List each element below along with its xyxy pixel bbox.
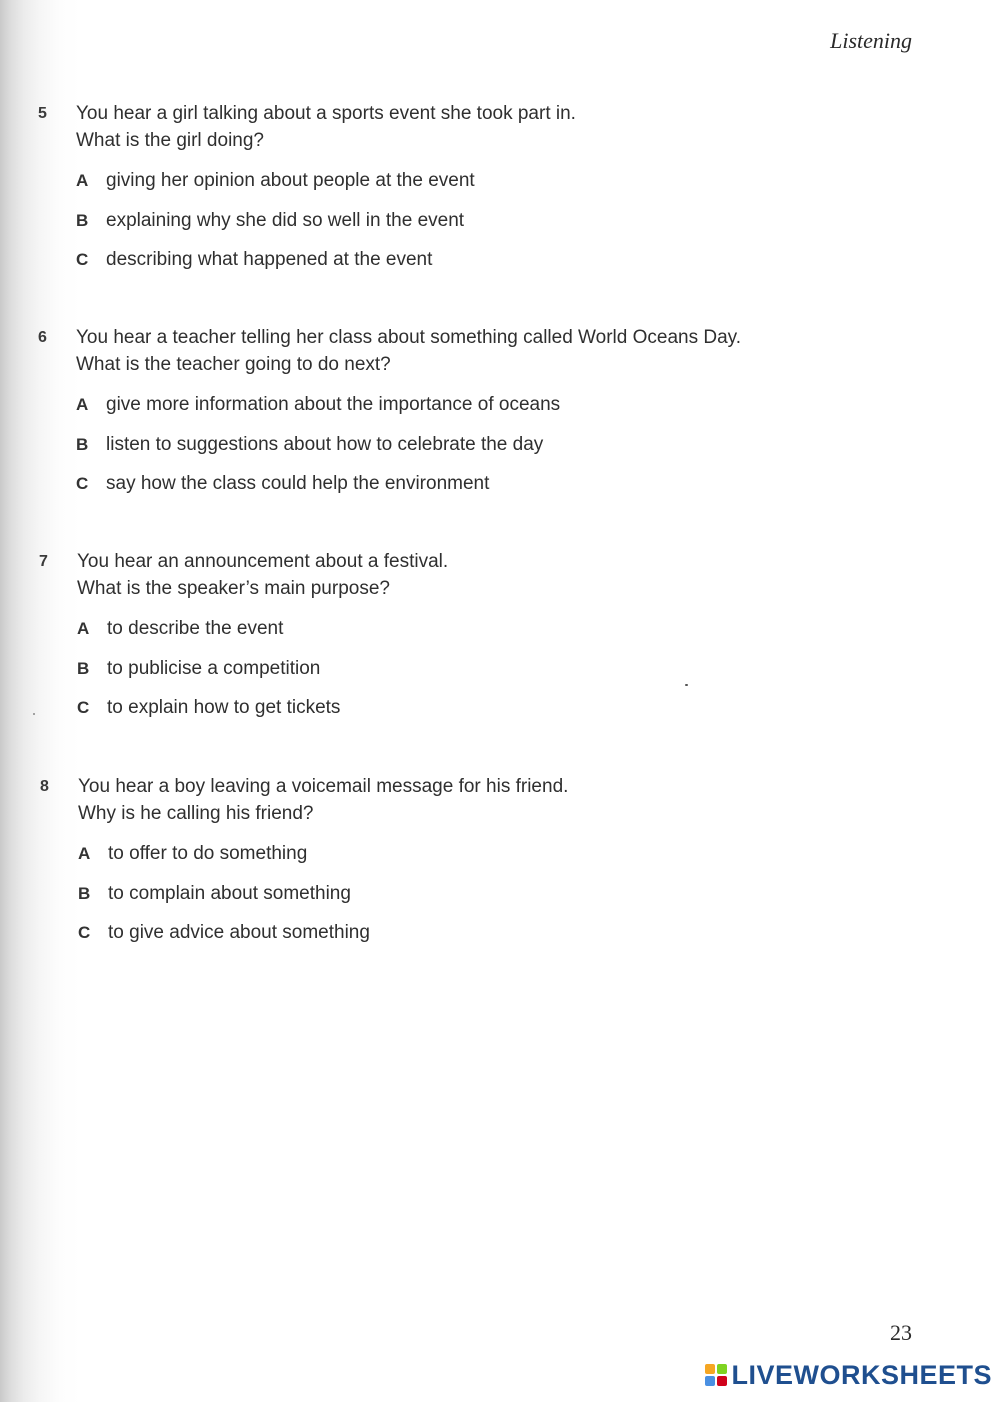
option-c[interactable]	[74, 470, 836, 510]
option-text: to give advice about something	[108, 922, 370, 943]
option-text: to complain about something	[108, 882, 351, 904]
question-line: What is the speaker’s main purpose?	[77, 578, 390, 599]
question-stem	[36, 324, 836, 378]
question-text	[76, 100, 836, 154]
question-8	[38, 773, 838, 959]
options-list	[76, 840, 838, 959]
option-text: explaining why she did so well in the event	[106, 209, 465, 231]
question-line: You hear a boy leaving a voicemail message for his friend.	[78, 776, 569, 797]
question-stem	[38, 773, 838, 827]
option-b[interactable]	[75, 655, 837, 695]
page-number: 23	[890, 1320, 912, 1345]
option-letter: A	[76, 171, 89, 190]
option-letter: C	[76, 250, 89, 269]
question-number: 7	[39, 553, 48, 570]
option-text: give more information about the importance of oceans	[106, 394, 561, 415]
option-text: say how the class could help the environment	[106, 473, 490, 494]
question-line: Why is he calling his friend?	[78, 803, 314, 824]
question-line: You hear an announcement about a festival.	[77, 551, 449, 572]
question-line: What is the girl doing?	[76, 130, 264, 151]
question-text	[76, 324, 836, 378]
question-6	[36, 324, 836, 510]
options-list	[75, 615, 837, 734]
liveworksheets-logo-icon	[705, 1364, 727, 1386]
question-number: 5	[38, 105, 47, 122]
option-text: listen to suggestions about how to celebrate the day	[106, 433, 544, 455]
option-letter: C	[77, 698, 90, 717]
question-text	[77, 548, 837, 602]
question-5	[36, 100, 836, 286]
section-title: Listening	[830, 28, 912, 53]
scan-speck	[33, 713, 35, 715]
option-text: to publicise a competition	[107, 657, 321, 679]
options-list	[74, 391, 836, 510]
option-letter: A	[78, 844, 91, 863]
option-b[interactable]	[76, 880, 838, 920]
option-letter: C	[76, 474, 89, 493]
brand-name: LIVEWORKSHEETS	[731, 1359, 992, 1390]
question-number: 6	[38, 329, 47, 346]
question-stem	[36, 100, 836, 154]
question-line: What is the teacher going to do next?	[76, 354, 391, 375]
option-letter: A	[77, 619, 90, 638]
option-letter: C	[78, 923, 91, 942]
option-c[interactable]	[74, 246, 836, 286]
question-line: You hear a girl talking about a sports event she took part in.	[76, 103, 576, 124]
option-text: to explain how to get tickets	[107, 697, 341, 718]
liveworksheets-brand[interactable]	[705, 1360, 992, 1390]
option-letter: A	[76, 395, 89, 414]
question-stem	[37, 548, 837, 602]
question-7	[37, 548, 837, 734]
option-c[interactable]	[75, 694, 837, 734]
option-text: describing what happened at the event	[106, 249, 433, 270]
option-letter: B	[76, 210, 89, 230]
option-a[interactable]	[74, 391, 836, 431]
question-number: 8	[40, 778, 49, 795]
scan-speck	[685, 684, 688, 686]
option-a[interactable]	[74, 167, 836, 207]
option-b[interactable]	[74, 207, 836, 247]
option-a[interactable]	[75, 615, 837, 655]
option-letter: B	[78, 883, 91, 903]
question-line: You hear a teacher telling her class about something called World Oceans Day.	[76, 327, 742, 348]
option-letter: B	[76, 434, 89, 454]
option-text: to describe the event	[107, 618, 284, 639]
option-letter: B	[77, 658, 90, 678]
option-text: giving her opinion about people at the event	[106, 170, 475, 191]
question-text	[78, 773, 838, 827]
option-a[interactable]	[76, 840, 838, 880]
options-list	[74, 167, 836, 286]
option-text: to offer to do something	[108, 843, 308, 864]
option-c[interactable]	[76, 919, 838, 959]
option-b[interactable]	[74, 431, 836, 471]
